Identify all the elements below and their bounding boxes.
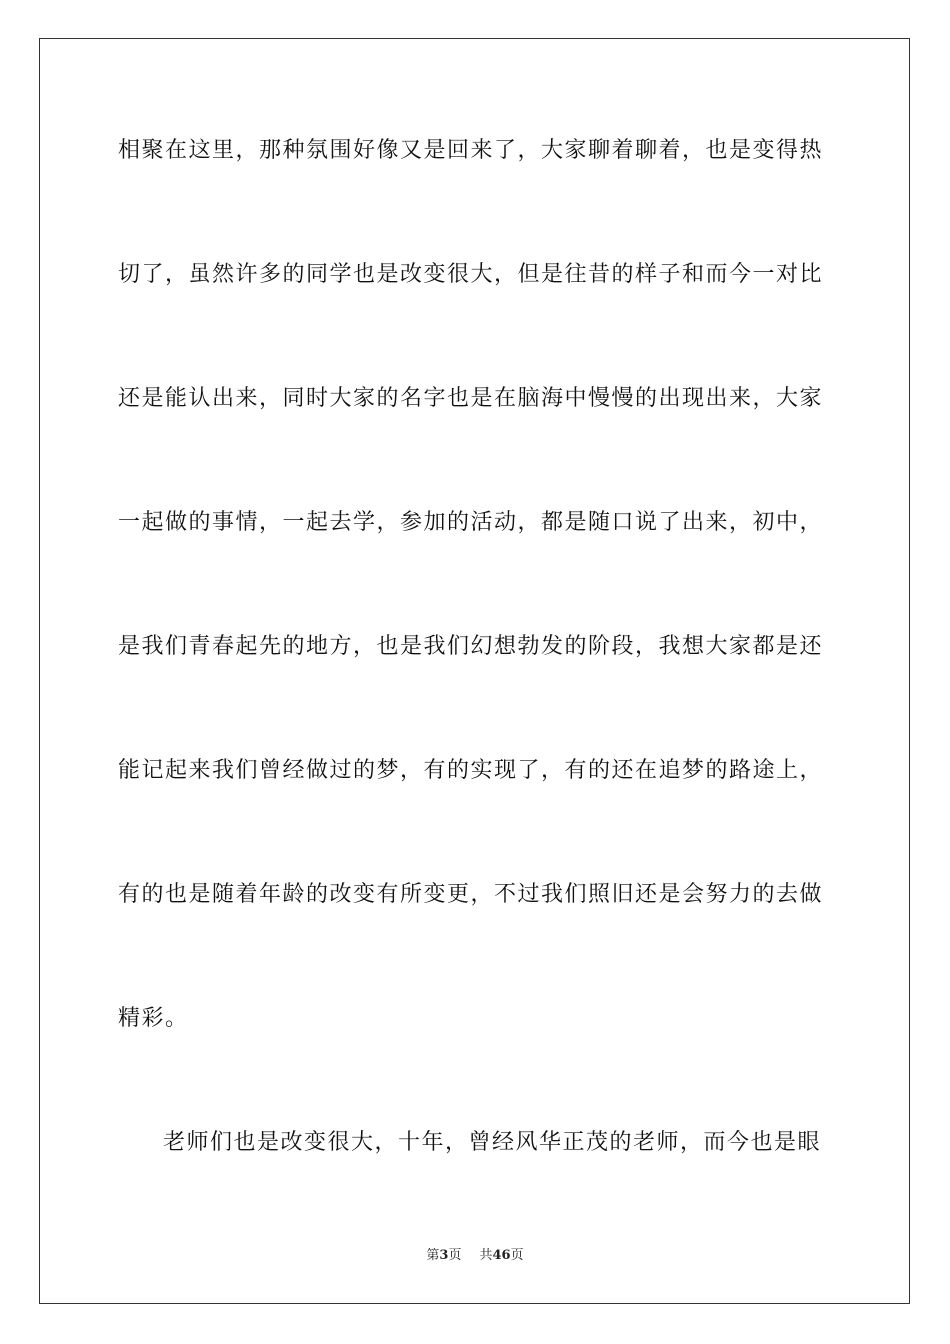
text-line: 有的也是随着年龄的改变有所变更，不过我们照旧还是会努力的去做 bbox=[118, 882, 824, 907]
page-suffix: 页 bbox=[448, 1248, 462, 1263]
text-line: 精彩。 bbox=[118, 1006, 189, 1031]
paragraph-start-line: 老师们也是改变很大，十年，曾经风华正茂的老师，而今也是眼 bbox=[163, 1130, 822, 1155]
text-line: 还是能认出来，同时大家的名字也是在脑海中慢慢的出现出来，大家 bbox=[118, 386, 824, 411]
text-line: 相聚在这里，那种氛围好像又是回来了，大家聊着聊着，也是变得热 bbox=[118, 138, 824, 163]
total-suffix: 页 bbox=[510, 1248, 524, 1263]
text-line: 切了，虽然许多的同学也是改变很大，但是往昔的样子和而今一对比 bbox=[118, 262, 824, 287]
text-line: 一起做的事情，一起去学，参加的活动，都是随口说了出来，初中， bbox=[118, 510, 824, 535]
page-prefix: 第 bbox=[426, 1248, 440, 1263]
text-line: 是我们青春起先的地方，也是我们幻想勃发的阶段，我想大家都是还 bbox=[118, 634, 824, 659]
total-pages: 46 bbox=[492, 1248, 511, 1263]
text-line: 能记起来我们曾经做过的梦，有的实现了，有的还在追梦的路途上， bbox=[118, 758, 824, 783]
page-border bbox=[39, 38, 910, 1304]
page-footer bbox=[0, 1247, 950, 1265]
page-number: 3 bbox=[439, 1248, 449, 1263]
total-prefix: 共 bbox=[479, 1248, 493, 1263]
